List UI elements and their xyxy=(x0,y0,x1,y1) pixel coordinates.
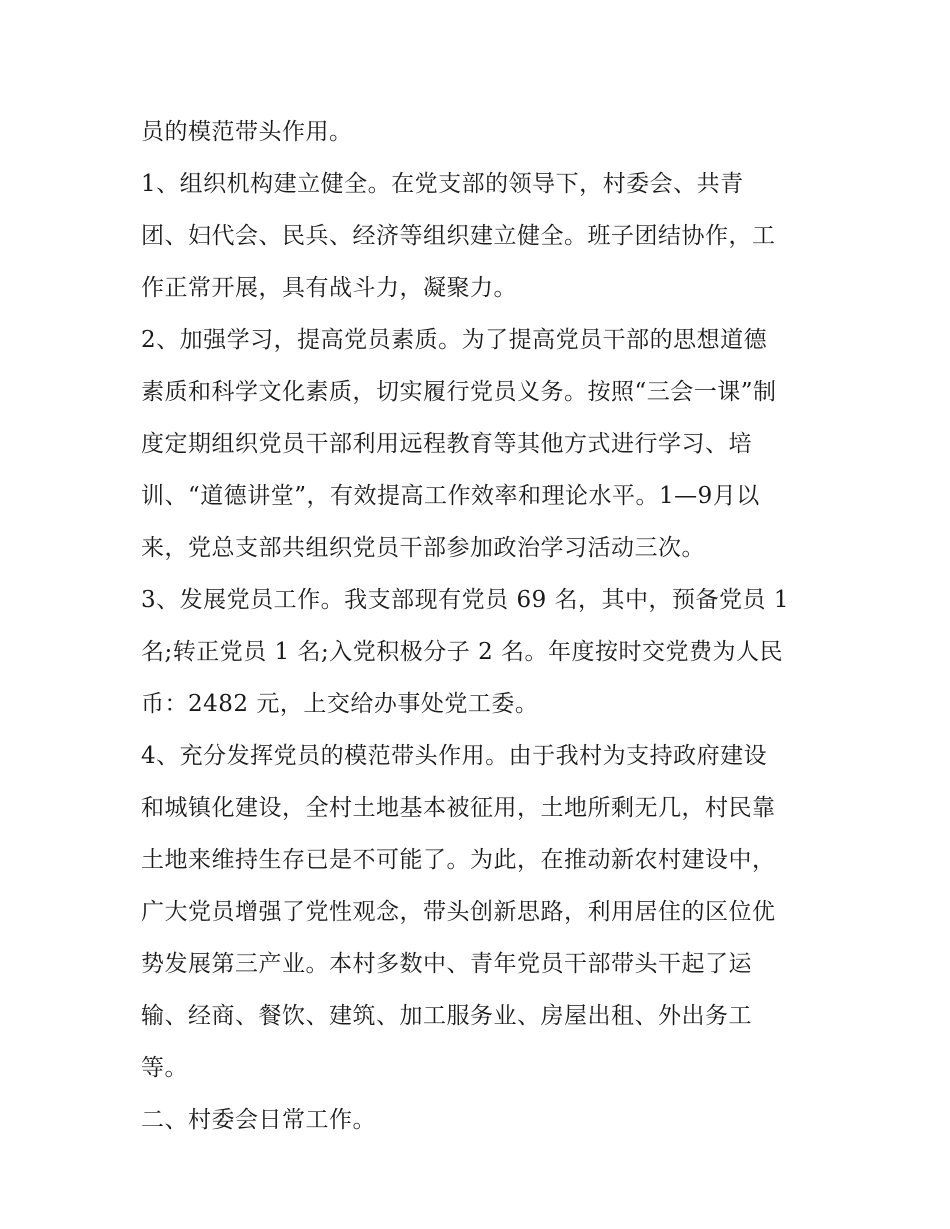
text-line: 度定期组织党员干部利用远程教育等其他方式进行学习、培 xyxy=(141,431,752,457)
text-line: 和城镇化建设，全村土地基本被征用，土地所剩无几，村民靠 xyxy=(141,795,776,821)
text-line: 3、发展党员工作。我支部现有党员 69 名，其中，预备党员 1 xyxy=(141,587,789,613)
text-line: 训、“道德讲堂”，有效提高工作效率和理论水平。1—9月以 xyxy=(141,483,760,509)
text-line: 等。 xyxy=(141,1055,188,1081)
section-heading: 二、村委会日常工作。 xyxy=(141,1107,376,1133)
text-line: 1、组织机构建立健全。在党支部的领导下，村委会、共青 xyxy=(141,171,744,197)
text-line: 土地来维持生存已是不可能了。为此，在推动新农村建设中， xyxy=(141,847,776,873)
text-line: 素质和科学文化素质，切实履行党员义务。按照“三会一课”制 xyxy=(141,379,777,405)
text-line: 输、经商、餐饮、建筑、加工服务业、房屋出租、外出务工 xyxy=(141,1003,752,1029)
text-line: 势发展第三产业。本村多数中、青年党员干部带头干起了运 xyxy=(141,951,752,977)
text-line: 币：2482 元，上交给办事处党工委。 xyxy=(141,691,539,717)
text-line: 团、妇代会、民兵、经济等组织建立健全。班子团结协作，工 xyxy=(141,223,776,249)
text-line: 作正常开展，具有战斗力，凝聚力。 xyxy=(141,275,517,301)
text-line: 名;转正党员 1 名;入党积极分子 2 名。年度按时交党费为人民 xyxy=(141,639,784,665)
text-line: 广大党员增强了党性观念，带头创新思路，利用居住的区位优 xyxy=(141,899,776,925)
document-body xyxy=(141,106,831,1146)
text-line: 2、加强学习，提高党员素质。为了提高党员干部的思想道德 xyxy=(141,327,768,353)
text-line: 来，党总支部共组织党员干部参加政治学习活动三次。 xyxy=(141,535,705,561)
text-line: 4、充分发挥党员的模范带头作用。由于我村为支持政府建设 xyxy=(141,743,768,769)
text-line: 员的模范带头作用。 xyxy=(141,119,353,145)
